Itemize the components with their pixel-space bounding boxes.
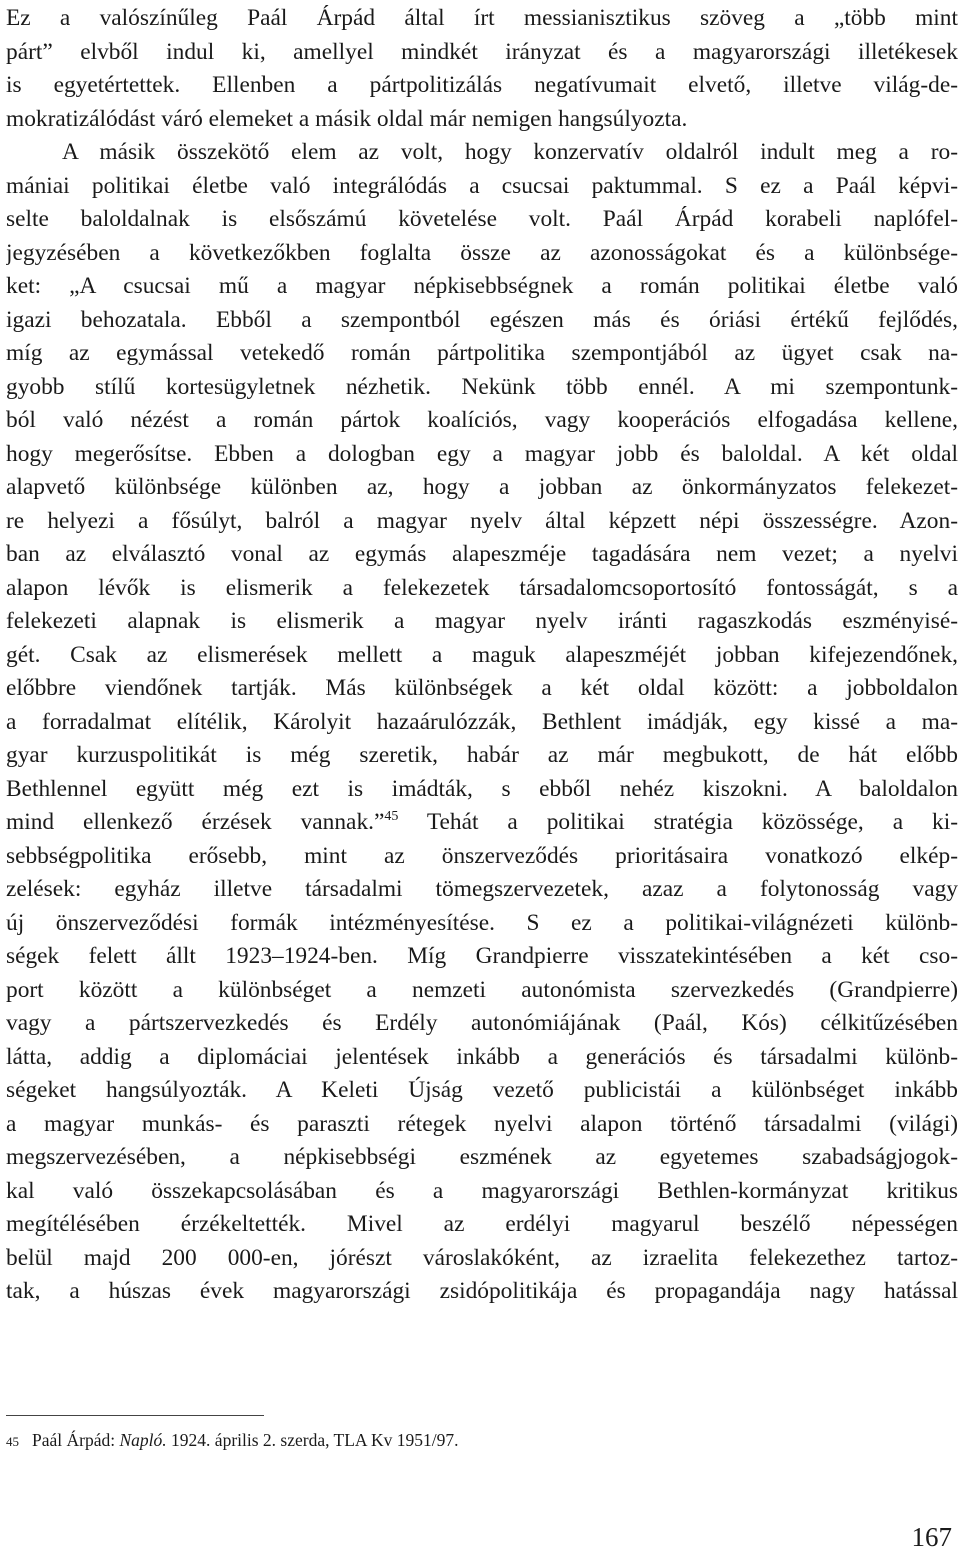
text-line: jegyzésében a következőkben foglalta össze az azonosságokat és a különbsége- <box>6 239 958 266</box>
text-line: mokratizálódást váró elemeket a másik oldal már nemigen hangsúlyozta. <box>6 105 688 132</box>
text-line: megítélésében érzékeltették. Mivel az erdélyi magyarul beszélő népességen <box>6 1211 958 1237</box>
text-line: belül majd 200 000-en, jórészt városlakóként, az izraelita felekezethez tartoz- <box>6 1244 958 1271</box>
text-line: ból való nézést a román pártok koalíciós, vagy kooperációs elfogadása kellene, <box>6 407 958 433</box>
page-number: 167 <box>911 1522 952 1552</box>
text-line: mániai politikai életbe való integrálódás a csucsai paktummal. S ez a Paál képvi- <box>6 172 958 199</box>
footnote <box>6 1428 946 1454</box>
text-line: gét. Csak az elismerések mellett a maguk alapeszméjét jobban kifejezendőnek, <box>6 641 958 668</box>
text-line: is egyetértettek. Ellenben a pártpolitizálás negatívumait elvető, illetve világ-de- <box>6 72 958 98</box>
text-line: vagy a pártszervezkedés és Erdély autonómiájának (Paál, Kós) célkitűzésében <box>6 1010 958 1036</box>
text-line: a forradalmat elítélik, Károlyit hazaárulózzák, Bethlent imádják, egy kissé a ma- <box>6 708 958 735</box>
footnote-divider <box>6 1415 264 1416</box>
text-line: ket: „A csucsai mű a magyar népkisebbségnek a román politikai életbe való <box>6 273 958 299</box>
text-line: Bethlennel együtt még ezt is imádták, s ebből nehéz kiszokni. A baloldalon <box>6 775 958 802</box>
footnote-title: Napló. <box>119 1430 167 1450</box>
quote-continuation-text: Tehát a politikai stratégia közössége, a ki- <box>426 809 958 835</box>
text-line: ban az elválasztó vonal az egymás alapeszméje tagadására nem vezet; a nyelvi <box>6 541 958 567</box>
quote-end-text: mind ellenkező érzések vannak.” <box>6 809 385 835</box>
footnote-citation: 1924. április 2. szerda, TLA Kv 1951/97. <box>171 1430 459 1450</box>
text-line: igazi behozatala. Ebből a szempontból egészen más és óriási értékű fejlődés, <box>6 306 958 333</box>
text-line: ségek felett állt 1923–1924-ben. Míg Grandpierre visszatekintésében a két cso- <box>6 943 958 969</box>
text-line: port között a különbséget a nemzeti autonómista szervezkedés (Grandpierre) <box>6 976 958 1003</box>
text-line: előbbre viendőnek tartják. Más különbségek a két oldal között: a jobboldalon <box>6 675 958 701</box>
footnote-reference[interactable]: 45 <box>384 809 399 824</box>
text-line: alapon lévők is elismerik a felekezetek társadalomcsoportosító fontosságát, s a <box>6 574 958 601</box>
text-line: Ez a valószínűleg Paál Árpád által írt messianisztikus szöveg a „több mint <box>6 5 958 31</box>
text-line: míg az egymással vetekedő román pártpolitika szempontjából az ügyet csak na- <box>6 340 958 366</box>
text-line: a magyar munkás- és paraszti rétegek nyelvi alapon történő társadalmi (világi) <box>6 1110 958 1137</box>
text-line: A másik összekötő elem az volt, hogy konzervatív oldalról indult meg a ro- <box>62 139 958 165</box>
text-line: gyobb stílű kortesügyletnek nézhetik. Nekünk több ennél. A mi szempontunk- <box>6 373 958 400</box>
text-line: látta, addig a diplomáciai jelentések inkább a generációs és társadalmi különb- <box>6 1043 958 1070</box>
text-line: alapvető különbsége különben az, hogy a jobban az önkormányzatos felekezet- <box>6 474 958 500</box>
footnote-number: 45 <box>6 1434 19 1449</box>
text-line: új önszerveződési formák intézményesítése. S ez a politikai-világnézeti különb- <box>6 909 958 936</box>
footnote-author: Paál Árpád <box>32 1430 111 1450</box>
text-line: hogy megerősítse. Ebben a dologban egy a magyar jobb és baloldal. A két oldal <box>6 440 958 467</box>
text-line: kal való összekapcsolásában és a magyarországi Bethlen-kormányzat kritikus <box>6 1177 958 1204</box>
text-line <box>6 806 958 840</box>
body-text <box>6 2 958 1309</box>
text-line: gyar kurzuspolitikát is még szeretik, habár az már megbukott, de hát előbb <box>6 742 958 768</box>
text-line: felekezeti alapnak is elismerik a magyar nyelv iránti ragaszkodás eszményisé- <box>6 608 958 634</box>
text-line: párt” elvből indul ki, amellyel mindkét irányzat és a magyarországi illetékesek <box>6 38 958 65</box>
text-line: re helyezi a fősúlyt, balról a magyar nyelv által képzett népi összességre. Azon- <box>6 507 958 534</box>
text-line: ségeket hangsúlyozták. A Keleti Újság vezető publicistái a különbséget inkább <box>6 1077 958 1103</box>
text-line: selte baloldalnak is elsőszámú követelése volt. Paál Árpád korabeli naplófel- <box>6 206 958 232</box>
text-line: sebbségpolitika erősebb, mint az önszerveződés prioritásaira vonatkozó elkép- <box>6 842 958 869</box>
footnote-colon: : <box>110 1430 116 1450</box>
text-line: zelések: egyház illetve társadalmi tömegszervezetek, azaz a folytonosság vagy <box>6 876 958 902</box>
text-line: tak, a húszas évek magyarországi zsidópolitikája és propagandája nagy hatással <box>6 1278 958 1304</box>
text-line: megszervezésében, a népkisebbségi eszmének az egyetemes szabadságjogok- <box>6 1144 958 1170</box>
